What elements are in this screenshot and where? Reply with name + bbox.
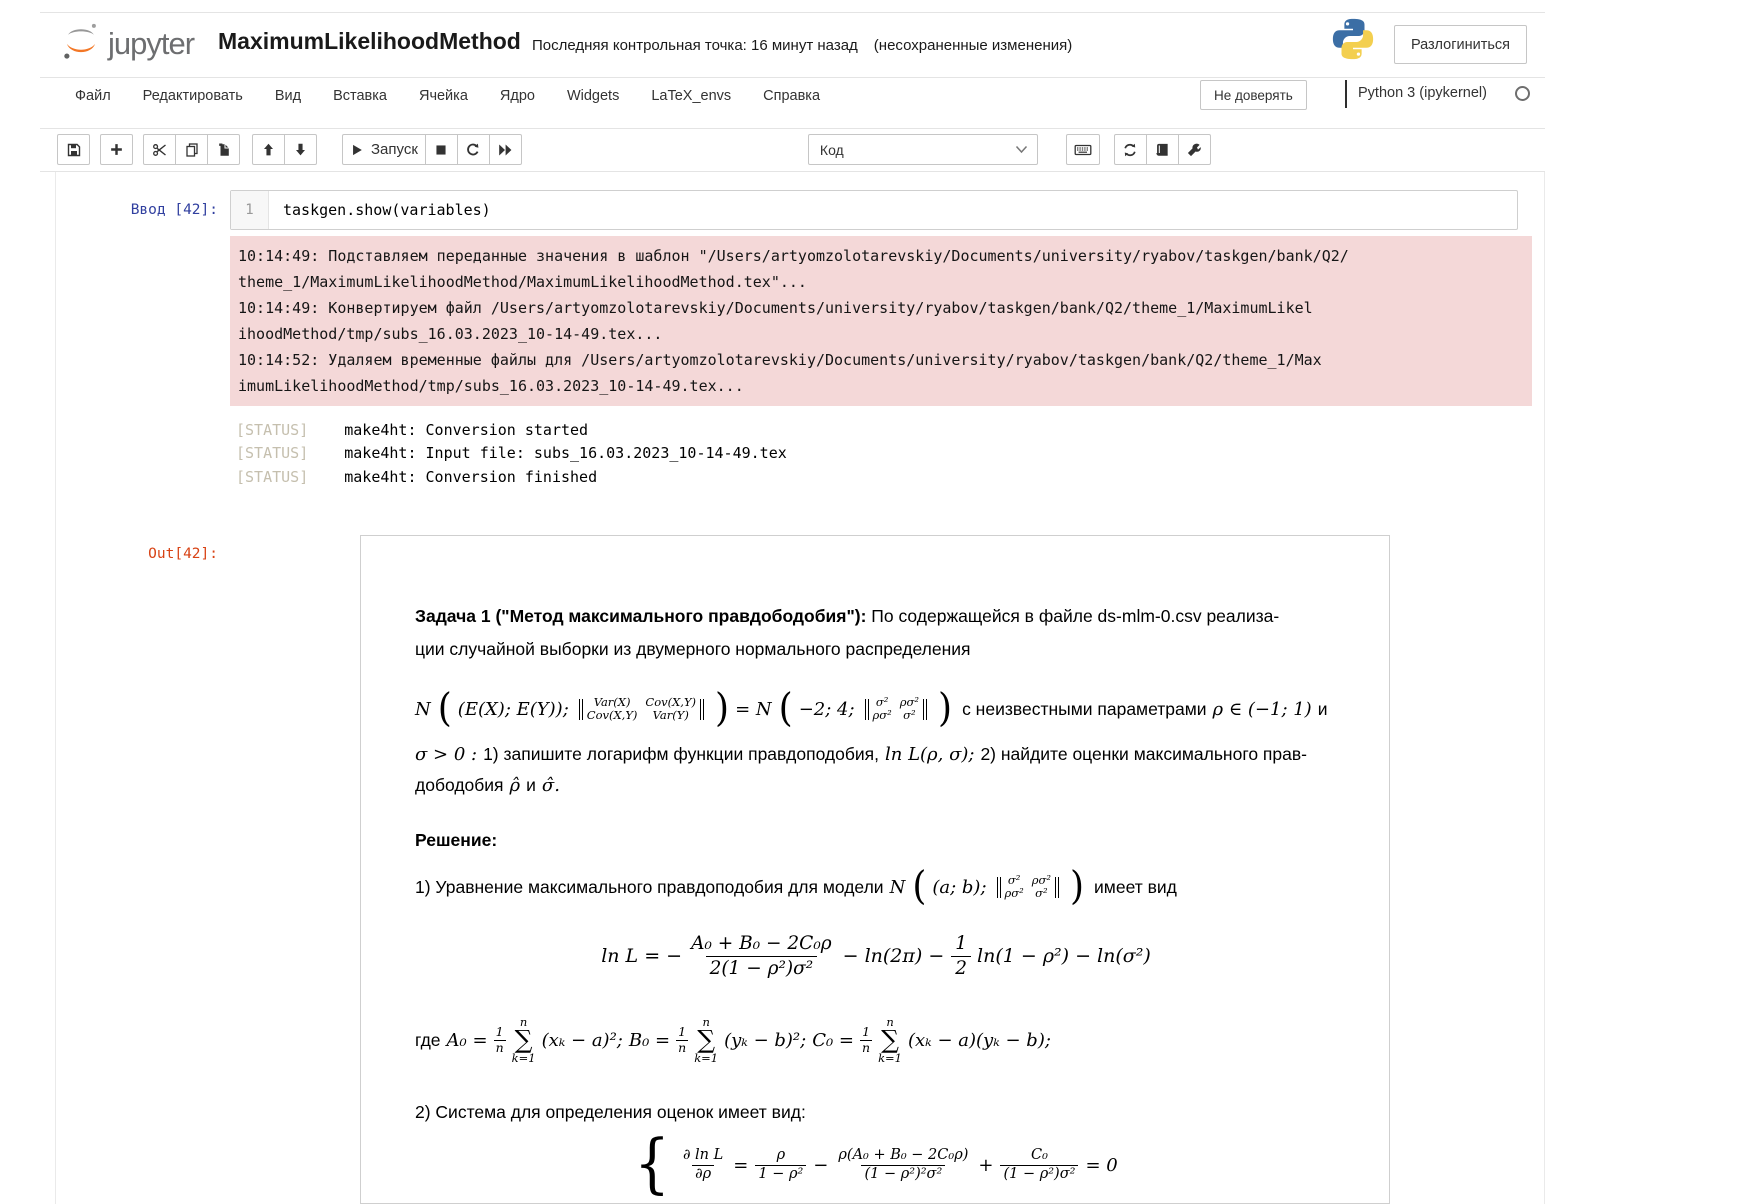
toolbar-book-button[interactable] bbox=[1146, 134, 1179, 165]
task-title: Задача 1 ("Метод максимального правдободобия"): bbox=[415, 606, 867, 626]
status-text: make4ht: Conversion finished bbox=[344, 467, 598, 486]
stderr-line: imumLikelihoodMethod/tmp/subs_16.03.2023_10-14-49.tex... bbox=[238, 377, 744, 395]
equals-zero: = 0 bbox=[1085, 1154, 1118, 1176]
menu-cell[interactable]: Ячейка bbox=[418, 88, 468, 104]
task-line2 bbox=[415, 744, 1337, 765]
part1-text: 1) Уравнение максимального правдоподобия для модели bbox=[415, 876, 884, 897]
one-over-n: $\frac{1}{n}$ bbox=[862, 1024, 871, 1055]
move-cell-up-button[interactable] bbox=[252, 134, 285, 165]
move-cell-down-button[interactable] bbox=[284, 134, 317, 165]
math-ab: (a; b); bbox=[932, 876, 987, 898]
math-params: −2; 4; bbox=[798, 698, 855, 720]
paren: ) bbox=[938, 686, 953, 731]
fast-forward-icon bbox=[497, 142, 513, 158]
sigma-hat: σ̂. bbox=[541, 775, 560, 796]
rho-fraction: $\frac{\rho}{\text{1 − ρ²}}$ bbox=[755, 1147, 806, 1183]
C0-def: C₀ = bbox=[812, 1029, 855, 1051]
rho-range: ρ ∈ (−1; 1) bbox=[1212, 698, 1312, 720]
menu-view[interactable]: Вид bbox=[274, 88, 302, 104]
paren: ( bbox=[437, 686, 452, 731]
add-cell-button[interactable] bbox=[100, 134, 133, 165]
kernel-name: Python 3 (ipykernel) bbox=[1358, 85, 1487, 101]
jupyter-logo-text: jupyter bbox=[108, 26, 195, 61]
eq1-tail: ln(1 − ρ²) − ln(σ²) bbox=[977, 945, 1151, 967]
covariance-matrix: Var(X) Cov(X,Y) Cov(X,Y) Var(Y) bbox=[586, 694, 697, 722]
restart-kernel-button[interactable] bbox=[457, 134, 490, 165]
matrix-norm bbox=[993, 874, 1063, 901]
stderr-line: ihoodMethod/tmp/subs_16.03.2023_10-14-49.tex... bbox=[238, 325, 663, 343]
status-tag: [STATUS] bbox=[236, 421, 309, 439]
A0-def: A₀ = bbox=[446, 1029, 488, 1051]
interrupt-kernel-button[interactable] bbox=[425, 134, 458, 165]
summation: n ∑ k=1 bbox=[878, 1015, 902, 1065]
double-bar bbox=[1055, 877, 1059, 898]
lnL-inline: ln L(ρ, σ); bbox=[885, 744, 975, 765]
part1-line bbox=[415, 858, 1337, 916]
solution-heading: Решение: bbox=[415, 830, 498, 850]
python-logo-icon bbox=[1330, 16, 1376, 62]
jupyter-logo-link[interactable] bbox=[60, 20, 194, 62]
one-over-n: $\frac{1}{n}$ bbox=[678, 1024, 687, 1055]
minus: − bbox=[813, 1154, 829, 1176]
stderr-line: 10:14:52: Удаляем временные файлы для /Users/artyomzolotarevskiy/Documents/university/ryabov/taskgen/bank/Q2/theme_1/Max bbox=[238, 351, 1322, 369]
status-text: make4ht: Input file: subs_16.03.2023_10-14-49.tex bbox=[344, 444, 787, 463]
menu-help[interactable]: Справка bbox=[763, 88, 821, 104]
code-text: taskgen.show(variables) bbox=[283, 201, 491, 219]
C0-term: (xₖ − a)(yₖ − b); bbox=[908, 1029, 1051, 1051]
sigma-condition: σ > 0 : bbox=[415, 744, 478, 765]
B0-def: B₀ = bbox=[628, 1029, 671, 1051]
line-number-gutter bbox=[231, 191, 269, 229]
kernel-divider bbox=[1345, 80, 1347, 108]
status-tag: [STATUS] bbox=[236, 444, 309, 463]
summation: n ∑ k=1 bbox=[694, 1015, 719, 1065]
stderr-output bbox=[230, 236, 1532, 406]
scissors-icon bbox=[152, 142, 168, 158]
toolbar bbox=[57, 134, 1211, 165]
keyboard-icon bbox=[1074, 142, 1092, 158]
run-button-label: Запуск bbox=[371, 141, 418, 158]
task-intro-line2: ции случайной выборки из двумерного нормального распределения bbox=[415, 639, 971, 659]
math-N: N bbox=[889, 876, 906, 898]
model-formula bbox=[415, 678, 1337, 740]
paren: ) bbox=[715, 686, 730, 731]
eq1-fraction: $\frac{\text{A₀ + B₀ − 2C₀ρ}}{\text{2(1 − ρ²)σ²}}$ bbox=[691, 933, 832, 979]
unsaved-changes-text: (несохраненные изменения) bbox=[873, 37, 1073, 54]
part2-heading: 2) Система для определения оценок имеет вид: bbox=[415, 1102, 806, 1122]
double-bar bbox=[923, 699, 927, 720]
menu-insert[interactable]: Вставка bbox=[333, 88, 387, 104]
restart-icon bbox=[465, 142, 481, 158]
stderr-line: 10:14:49: Подставляем переданные значения в шаблон "/Users/artyomzolotarevskiy/Documents/university/ryabov/taskgen/bank/Q2/ bbox=[238, 247, 1349, 265]
menubar-top-divider bbox=[40, 77, 1545, 78]
where-definitions bbox=[415, 1004, 1337, 1076]
log-likelihood-equation bbox=[415, 928, 1337, 984]
toolbar-top-divider bbox=[40, 128, 1545, 129]
matrix-norm bbox=[861, 696, 931, 723]
paren: ( bbox=[912, 864, 927, 909]
input-prompt: Ввод [42]: bbox=[130, 202, 218, 218]
clipboard-paste-icon bbox=[216, 142, 232, 158]
notebook-title[interactable]: MaximumLikelihoodMethod bbox=[218, 28, 521, 54]
play-icon bbox=[350, 143, 364, 157]
double-bar bbox=[700, 699, 704, 720]
checkpoint-text: Последняя контрольная точка: 16 минут назад bbox=[532, 37, 858, 54]
command-palette-button[interactable] bbox=[1066, 134, 1100, 165]
run-group bbox=[342, 134, 522, 165]
cell-type-value: Код bbox=[819, 141, 844, 158]
double-bar bbox=[579, 699, 583, 720]
paste-cell-button[interactable] bbox=[207, 134, 240, 165]
rho-hat: ρ̂ bbox=[509, 775, 521, 796]
move-group bbox=[252, 134, 317, 165]
and-text: и bbox=[526, 775, 536, 795]
stderr-line: 10:14:49: Конвертируем файл /Users/artyomzolotarevskiy/Documents/university/ryabov/taskgen/bank/Q2/theme_1/MaximumLikel bbox=[238, 299, 1313, 317]
paren: ( bbox=[778, 686, 793, 731]
summation: n ∑ k=1 bbox=[511, 1015, 536, 1065]
equals: = bbox=[733, 1154, 749, 1176]
double-bar bbox=[865, 699, 869, 720]
cell-type-select[interactable] bbox=[808, 134, 1038, 165]
menu-edit[interactable]: Редактировать bbox=[142, 88, 243, 104]
model-tail-text: с неизвестными параметрами bbox=[962, 698, 1207, 719]
rho-ABC-fraction: $\frac{\text{ρ(A₀ + B₀ − 2C₀ρ)}}{\text{(1 − ρ²)²σ²}}$ bbox=[838, 1147, 969, 1182]
math-expectations: (E(X); E(Y)); bbox=[457, 698, 569, 720]
menubar bbox=[59, 80, 836, 112]
sigma-matrix: σ² ρσ² ρσ² σ² bbox=[872, 694, 920, 722]
logout-button[interactable]: Разлогиниться bbox=[1394, 25, 1527, 64]
menu-widgets[interactable]: Widgets bbox=[566, 88, 620, 104]
chevron-down-icon bbox=[1015, 145, 1028, 154]
stdout-status-output bbox=[236, 419, 787, 489]
C0-fraction: $\frac{\text{C₀}}{\text{(1 − ρ²)σ²}}$ bbox=[1000, 1147, 1078, 1183]
task-line2-text2: 2) найдите оценки максимального прав- bbox=[980, 744, 1307, 764]
status-line bbox=[236, 466, 787, 489]
toolbar-wrench-button[interactable] bbox=[1178, 134, 1211, 165]
cases-brace: { bbox=[634, 1127, 670, 1202]
plus: + bbox=[978, 1154, 994, 1176]
save-button[interactable] bbox=[57, 134, 90, 165]
task-line3-text: дободобия bbox=[415, 775, 504, 795]
stderr-line: theme_1/MaximumLikelihoodMethod/MaximumLikelihoodMethod.tex"... bbox=[238, 273, 807, 291]
clipboard-group bbox=[143, 134, 240, 165]
line-number: 1 bbox=[245, 202, 254, 218]
B0-term: (yₖ − b)²; bbox=[724, 1029, 807, 1051]
double-bar bbox=[997, 877, 1001, 898]
arrow-down-icon bbox=[293, 142, 308, 157]
run-cell-button[interactable] bbox=[342, 134, 426, 165]
menu-latex-envs[interactable]: LaTeX_envs bbox=[651, 88, 732, 104]
paren: ) bbox=[1069, 864, 1085, 909]
wrench-icon bbox=[1186, 142, 1202, 158]
kernel-idle-indicator-icon bbox=[1515, 86, 1530, 101]
status-text: make4ht: Conversion started bbox=[344, 421, 589, 439]
system-equation bbox=[415, 1127, 1337, 1202]
menu-file[interactable]: Файл bbox=[75, 88, 111, 104]
trust-notebook-button[interactable]: Не доверять bbox=[1200, 80, 1307, 110]
restart-run-all-button[interactable] bbox=[489, 134, 522, 165]
book-icon bbox=[1155, 142, 1170, 158]
menu-kernel[interactable]: Ядро bbox=[499, 88, 535, 104]
eq1-mid: − ln(2π) − bbox=[842, 945, 945, 967]
copy-icon bbox=[184, 142, 200, 158]
where-text: где bbox=[415, 1029, 441, 1050]
arrow-up-icon bbox=[261, 142, 276, 157]
task-paragraph bbox=[415, 600, 1337, 666]
math-equals-N: = N bbox=[735, 698, 772, 720]
toolbar-refresh-button[interactable] bbox=[1114, 134, 1147, 165]
task-intro: По содержащейся в файле ds-mlm-0.csv реализа- bbox=[866, 606, 1280, 626]
math-N: N bbox=[415, 698, 431, 720]
A0-term: (xₖ − a)²; bbox=[541, 1029, 623, 1051]
status-line bbox=[236, 419, 787, 442]
task-line3 bbox=[415, 775, 1337, 796]
html-output-frame bbox=[360, 535, 1390, 1204]
dlnL-drho-fraction: $\frac{\text{∂ ln L}}{\partial\rho}$ bbox=[682, 1147, 724, 1182]
plus-icon bbox=[109, 142, 124, 157]
code-editor[interactable] bbox=[269, 191, 1517, 229]
part1-tail: имеет вид bbox=[1094, 876, 1177, 897]
extensions-group bbox=[1114, 134, 1211, 165]
and-text: и bbox=[1317, 698, 1328, 719]
stop-icon bbox=[434, 143, 448, 157]
circular-arrows-icon bbox=[1122, 142, 1138, 158]
cut-cell-button[interactable] bbox=[143, 134, 176, 165]
status-line bbox=[236, 442, 787, 465]
output-prompt: Out[42]: bbox=[148, 546, 218, 562]
jupyter-logo-icon bbox=[60, 20, 102, 62]
one-over-n: $\frac{1}{n}$ bbox=[495, 1024, 504, 1055]
copy-cell-button[interactable] bbox=[175, 134, 208, 165]
code-cell[interactable] bbox=[230, 190, 1518, 230]
one-half-fraction: $\frac{1}{2}$ bbox=[951, 932, 971, 979]
sigma-matrix: σ² ρσ² ρσ² σ² bbox=[1004, 872, 1051, 900]
matrix-norm bbox=[575, 696, 708, 723]
task-line2-text: 1) запишите логарифм функции правдоподобия, bbox=[483, 744, 879, 764]
save-icon bbox=[66, 142, 82, 158]
status-tag: [STATUS] bbox=[236, 467, 309, 486]
top-divider bbox=[40, 12, 1545, 13]
checkpoint-status bbox=[532, 37, 1072, 54]
eq1-lhs: ln L = − bbox=[601, 945, 683, 967]
